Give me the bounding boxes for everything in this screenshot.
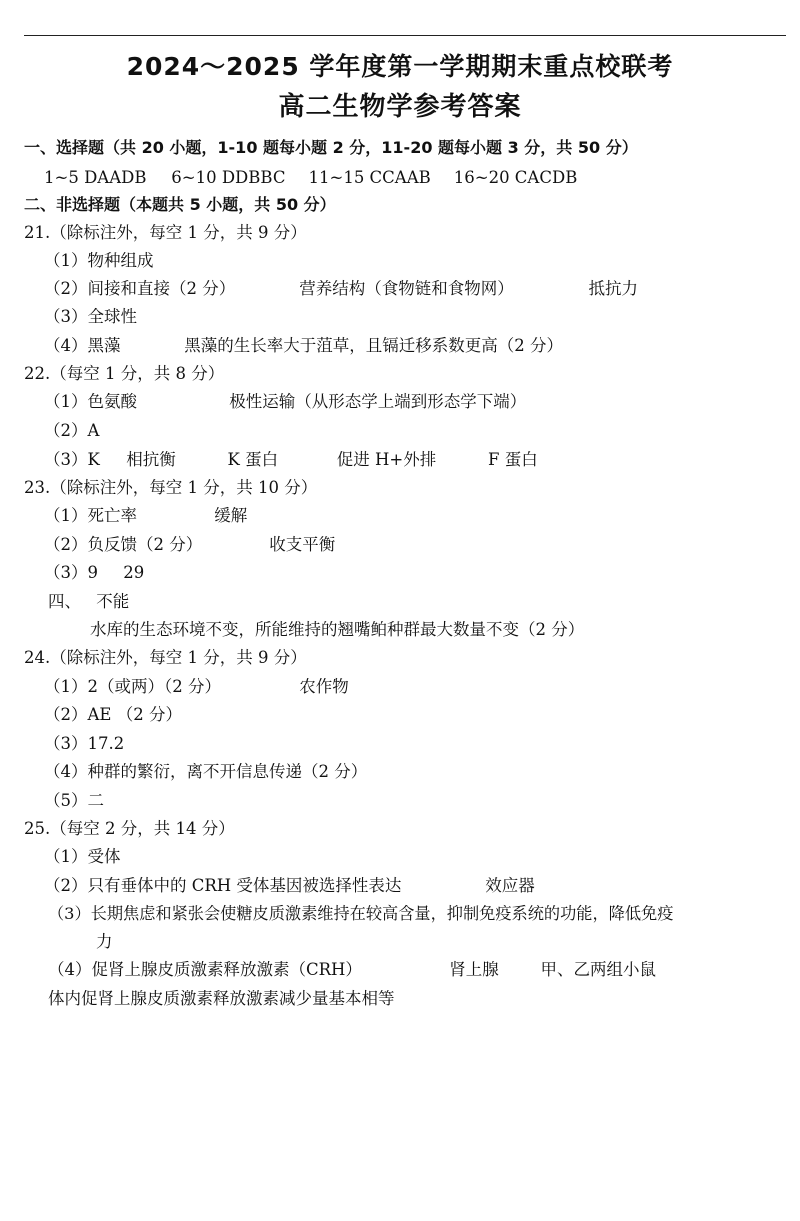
q25-answer-2 [44, 875, 535, 897]
q22-a3-part2: 相抗衡 [126, 450, 176, 469]
q21-answer-3: （3）全球性 [44, 307, 137, 326]
q21-answer-4 [44, 335, 563, 357]
q24-a1-part2: 农作物 [299, 677, 349, 696]
q21-a4-part1: （4）黑藻 [44, 336, 121, 355]
q23-a1-part1: （1）死亡率 [44, 506, 137, 525]
section-heading-nonchoice: 二、非选择题（本题共 5 小题，共 50 分） [24, 195, 336, 214]
q24-answer-5: （5）二 [44, 791, 104, 810]
q22-a3-part3: K 蛋白 [227, 450, 279, 469]
q23-a4-part2: 不能 [96, 592, 130, 611]
q25-answer-4-cont: 体内促肾上腺皮质激素释放激素减少量基本相等 [48, 989, 395, 1008]
q23-a3-part1: （3）9 [44, 563, 98, 582]
document-subtitle: 高二生物学参考答案 [278, 92, 522, 122]
q23-answer-4 [48, 591, 129, 613]
q25-header: 25.（每空 2 分，共 14 分） [24, 819, 235, 838]
q23-a4-part1: 四、 [48, 592, 81, 611]
q22-header: 22.（每空 1 分，共 8 分） [24, 364, 225, 383]
q25-answer-3: （3）长期焦虑和紧张会使糖皮质激素维持在较高含量，抑制免疫系统的功能，降低免疫 [48, 904, 674, 923]
q22-answer-3 [44, 449, 538, 471]
q22-a1-part2: 极性运输（从形态学上端到形态学下端） [229, 392, 527, 411]
section-heading-choice: 一、选择题（共 20 小题，1-10 题每小题 2 分，11-20 题每小题 3 分，共 50 分） [24, 138, 638, 157]
q21-a2-part1: （2）间接和直接（2 分） [44, 279, 236, 298]
q21-answer-1: （1）物种组成 [44, 251, 154, 270]
choice-group-2: 6~10 DDBBC [171, 168, 286, 187]
q21-header: 21.（除标注外，每空 1 分，共 9 分） [24, 223, 307, 242]
q23-a3-part2: 29 [123, 563, 145, 582]
q23-answer-4-detail: 水库的生态环境不变，所能维持的翘嘴鲌种群最大数量不变（2 分） [90, 620, 585, 639]
q22-a3-part1: （3）K [44, 450, 100, 469]
q23-answer-3 [44, 562, 144, 584]
choice-group-3: 11~15 CCAAB [308, 168, 431, 187]
q21-a2-part2: 营养结构（食物链和食物网） [299, 279, 514, 298]
q24-header: 24.（除标注外，每空 1 分，共 9 分） [24, 648, 307, 667]
q23-a2-part2: 收支平衡 [269, 535, 336, 554]
choice-answers-row [44, 167, 577, 189]
choice-group-4: 16~20 CACDB [453, 168, 578, 187]
q25-answer-4 [48, 959, 656, 981]
q21-answer-2 [44, 278, 638, 300]
top-rule [24, 35, 786, 36]
q25-a2-part1: （2）只有垂体中的 CRH 受体基因被选择性表达 [44, 876, 402, 895]
q24-answer-4: （4）种群的繁衍，离不开信息传递（2 分） [44, 762, 368, 781]
q22-a3-part4: 促进 H+外排 [336, 450, 437, 469]
q24-answer-2: （2）AE （2 分） [44, 705, 182, 724]
q22-answer-2: （2）A [44, 421, 100, 440]
q23-answer-2 [44, 534, 335, 556]
q23-answer-1 [44, 505, 247, 527]
q21-a2-part3: 抵抗力 [588, 279, 638, 298]
q22-answer-1 [44, 391, 526, 413]
q23-a2-part1: （2）负反馈（2 分） [44, 535, 203, 554]
q24-answer-3: （3）17.2 [44, 734, 125, 753]
q24-a1-part1: （1）2（或两）（2 分） [44, 677, 221, 696]
q25-a4-part2: 肾上腺 [449, 960, 499, 979]
q21-a4-part2: 黑藻的生长率大于菹草，且镉迁移系数更高（2 分） [184, 336, 563, 355]
q24-answer-1 [44, 676, 349, 698]
q25-a4-part1: （4）促肾上腺皮质激素释放激素（CRH） [48, 960, 362, 979]
q25-answer-1: （1）受体 [44, 847, 121, 866]
q25-a4-part3: 甲、乙两组小鼠 [540, 960, 656, 979]
q25-answer-3-cont: 力 [96, 932, 113, 951]
q23-a1-part2: 缓解 [214, 506, 248, 525]
q22-a1-part1: （1）色氨酸 [44, 392, 137, 411]
q25-a2-part2: 效应器 [485, 876, 535, 895]
q23-header: 23.（除标注外，每空 1 分，共 10 分） [24, 478, 318, 497]
document-title: 2024～2025 学年度第一学期期末重点校联考 [126, 52, 674, 81]
choice-group-1: 1~5 DAADB [44, 168, 147, 187]
q22-a3-part5: F 蛋白 [488, 450, 538, 469]
